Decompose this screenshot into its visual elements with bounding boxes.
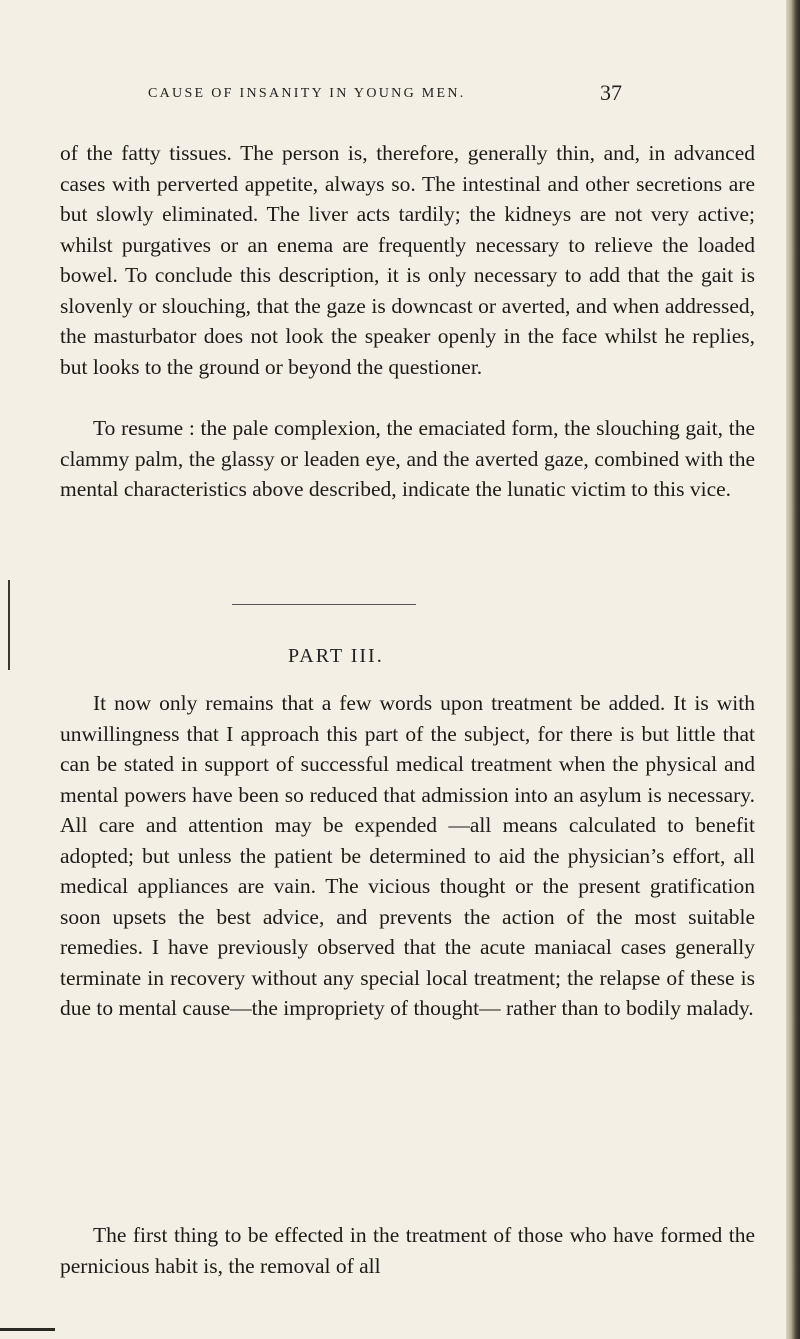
paragraph: The first thing to be effected in the treatment of those who have formed the pernicious habit is, the removal of all [60, 1223, 755, 1278]
paragraph: It now only remains that a few words upon treatment be added. It is with unwillingness that I approach this part of the subject, for there is but little that can be stated in support of successful medical treatment when the physical and mental powers have been so reduced that admission into an asylum is necessary. All care and attention may be expended —all means calculated to benefit adopted; but unless the patient be determined to aid the physician’s effort, all medical appliances are vain. The vicious thought or the present gratification soon upsets the best advice, and prevents the action of the most suitable remedies. I have previously observed that the acute maniacal cases generally terminate in recovery without any special local treatment; the relapse of these is due to mental cause—the impropriety of thought— rather than to bodily malady. [60, 691, 755, 1020]
page-binding-edge [786, 0, 800, 1339]
margin-mark [8, 580, 10, 670]
paragraph: To resume : the pale complexion, the emaciated form, the slouching gait, the clammy palm, the glassy or leaden eye, and the averted gaze, combined with the mental characteristics above described, indicate the lunatic victim to this vice. [60, 416, 755, 501]
section-divider [232, 604, 416, 605]
page-number: 37 [600, 80, 622, 105]
paragraph: of the fatty tissues. The person is, therefore, generally thin, and, in advanced cases with perverted appetite, always so. The intestinal and other secretions are but slowly eliminated. The liver acts tardily; the kidneys are not very active; whilst purgatives or an enema are frequently necessary to relieve the loaded bowel. To conclude this description, it is only necessary to add that the gait is slovenly or slouching, that the gaze is downcast or averted, and when addressed, the masturbator does not look the speaker openly in the face whilst he replies, but looks to the ground or beyond the questioner. [60, 141, 755, 379]
running-header: CAUSE OF INSANITY IN YOUNG MEN. [148, 86, 466, 101]
section-title: PART III. [288, 645, 384, 667]
margin-mark-bottom [0, 1328, 55, 1331]
